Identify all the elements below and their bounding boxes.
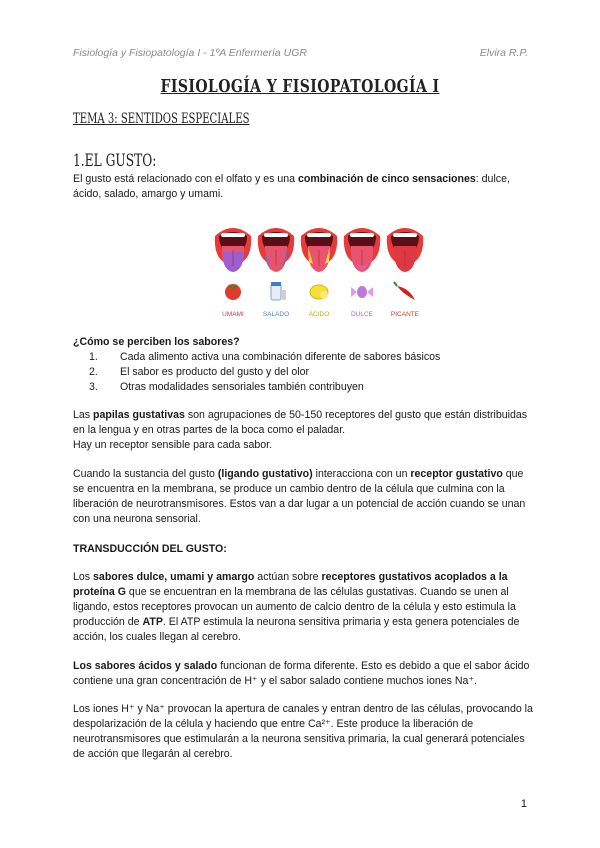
list-item-number: 1. (89, 351, 98, 363)
document-title: FISIOLOGÍA Y FISIOPATOLOGÍA I (160, 76, 440, 97)
taste-label: UMAMI (222, 311, 244, 318)
tongue-dulce (344, 228, 380, 272)
chili-pepper-icon (394, 282, 415, 300)
list-item-text: Cada alimento activa una combinación diferente de sabores básicos (120, 351, 441, 363)
papilas-bold: papilas gustativas (93, 409, 185, 421)
tomato-icon (225, 284, 241, 300)
list-item (73, 365, 533, 380)
list-item-text: Otras modalidades sensoriales también contribuyen (120, 381, 364, 393)
ligando-b1: (ligando gustativo) (217, 468, 313, 480)
page-number: 1 (520, 798, 527, 810)
sabores-b1: sabores dulce, umami y amargo (93, 571, 255, 583)
topic-heading: TEMA 3: SENTIDOS ESPECIALES (73, 111, 250, 127)
sabores-t3: que se encuentran en la membrana de las células gustativas. Cuando se unen al ligando, estos receptores provocan un aumento de calcio dentro de la célula y esto estimula la producción de (73, 586, 516, 628)
question-heading (73, 335, 533, 350)
ligando-paragraph (73, 467, 533, 527)
running-header-left: Fisiología y Fisiopatología I - 1ºA Enfermería UGR (73, 47, 307, 59)
taste-label: DULCE (350, 311, 374, 318)
taste-label: ÁCIDO (308, 311, 330, 318)
list-item (73, 380, 533, 395)
intro-paragraph (73, 172, 533, 202)
candy-icon (351, 286, 373, 298)
ligando-t2: interacciona con un (312, 468, 411, 480)
taste-label: PICANTE (390, 311, 420, 318)
transduccion-text: TRANSDUCCIÓN DEL GUSTO: (73, 543, 227, 555)
sabores-t2: actúan sobre (254, 571, 322, 583)
ligando-b2: receptor gustativo (410, 468, 503, 480)
taste-tongues-figure (213, 222, 425, 322)
taste-label: SALADO (262, 311, 290, 318)
acidos-bold: Los sabores ácidos y salado (73, 660, 218, 672)
acidos-paragraph (73, 659, 533, 689)
taste-perception-list (73, 350, 533, 395)
acidos-text: funcionan de forma diferente. Esto es debido a que el sabor ácido contiene una gran concentración de H⁺ y el sabor salado contiene muchos iones Na⁺. (73, 660, 530, 687)
sabores-t1: Los (73, 571, 94, 583)
tongue-umami (215, 228, 251, 272)
list-item-text: El sabor es producto del gusto y del olor (120, 366, 310, 378)
list-item (73, 350, 533, 365)
papilas-paragraph (73, 408, 533, 453)
ligando-t1: Cuando la sustancia del gusto (73, 468, 218, 480)
question-text: ¿Cómo se perciben los sabores? (73, 336, 240, 348)
intro-bold: combinación de cinco sensaciones (297, 173, 476, 185)
salt-shaker-icon (271, 282, 286, 300)
sabores-t4: . El ATP estimula la neurona sensitiva primaria y esta genera potenciales de acción, los cuales llegan al cerebro. (73, 616, 520, 643)
iones-paragraph (73, 702, 533, 762)
sabores-b3: ATP (142, 616, 163, 628)
papilas-post: son agrupaciones de 50-150 receptores del gusto que están distribuidas en la lengua y en otras partes de la boca como el paladar. (73, 409, 528, 436)
running-header-right: Elvira R.P. (479, 47, 528, 59)
lemon-icon (310, 285, 328, 299)
intro-text-pre: El gusto está relacionado con el olfato y es una (73, 173, 298, 185)
papilas-line2: Hay un receptor sensible para cada sabor. (73, 439, 273, 451)
tongue-ácido (301, 228, 337, 272)
iones-text: Los iones H⁺ y Na⁺ provocan la apertura de canales y entran dentro de las células, provocando la despolarización de la célula y haciendo que entre Ca²⁺. Este produce la liberación de neurotransmisores que estimularán a la neurona sensitiva primaria, la cual generará potenciales de acción que llegarán al cerebro. (73, 703, 533, 760)
intro-text-post: : dulce, ácido, salado, amargo y umami. (73, 173, 510, 200)
sabores-g-paragraph (73, 570, 533, 645)
transduccion-heading (73, 542, 533, 557)
tongue-picante (387, 228, 423, 272)
list-item-number: 2. (89, 366, 98, 378)
sabores-b2: receptores gustativos acoplados a la proteína G (73, 571, 508, 598)
list-item-number: 3. (89, 381, 98, 393)
tongue-salado (258, 228, 294, 272)
section-heading-gusto: 1.EL GUSTO: (73, 151, 157, 171)
ligando-t3: que se encuentra en la membrana, se produce un cambio dentro de la célula que culmina con la liberación de neurotransmisores. Estos van a dar lugar a un potencial de acción cuando se unan con una neurona sensorial. (73, 468, 526, 525)
papilas-pre: Las (73, 409, 94, 421)
